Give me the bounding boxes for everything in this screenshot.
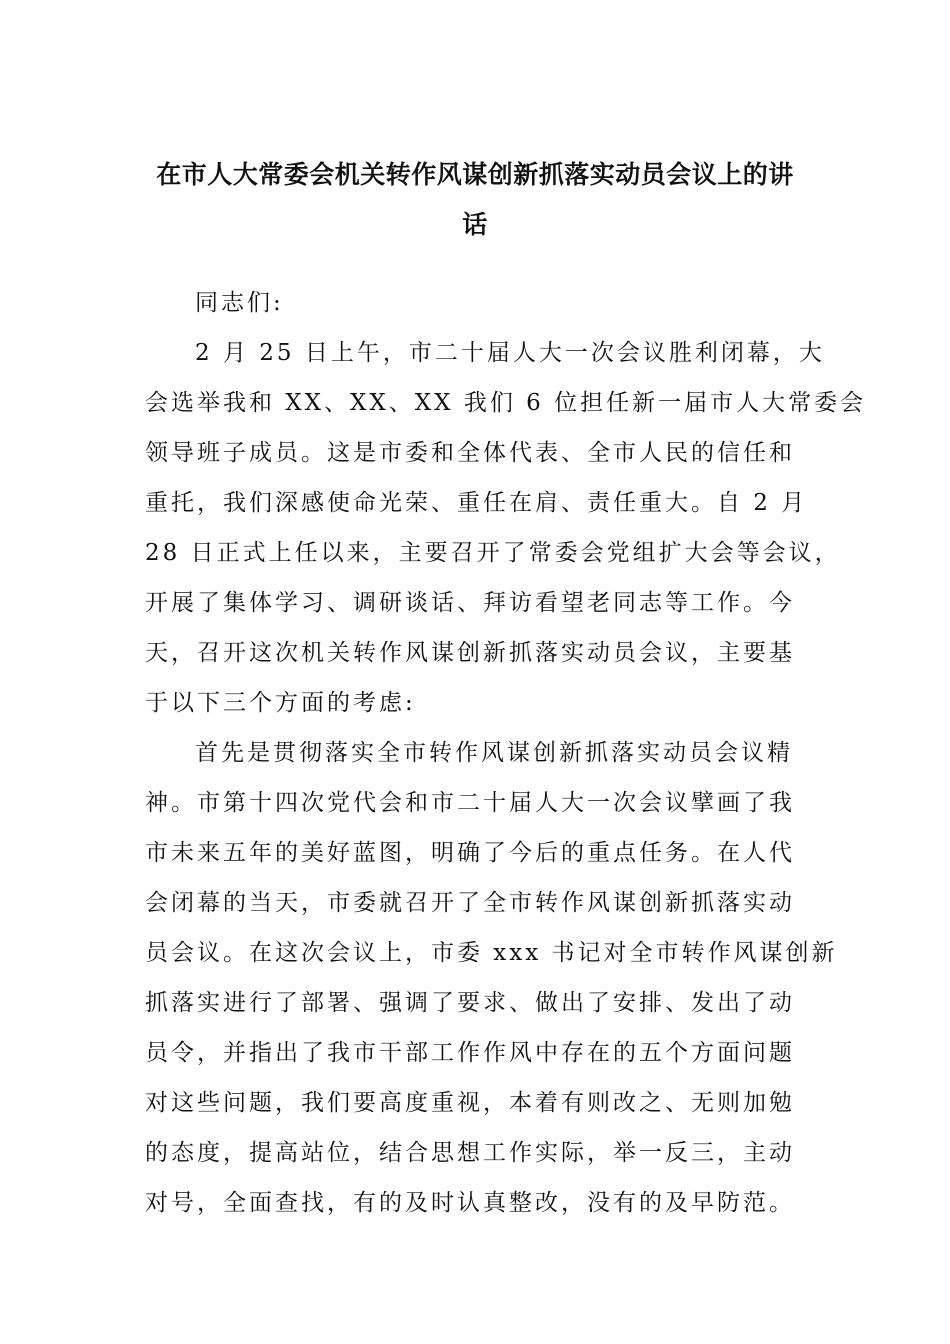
title-line: 话 (462, 210, 488, 239)
paragraph-line: 领导班子成员。这是市委和全体代表、全市人民的信任和 (145, 440, 795, 466)
paragraph-1 (145, 328, 867, 728)
document-title (130, 150, 820, 250)
paragraph-line: 首先是贯彻落实全市转作风谋创新抓落实动员会议精 (195, 740, 793, 766)
paragraph-line: 28 日正式上任以来，主要召开了常委会党组扩大会等会议， (145, 540, 841, 566)
paragraph-line: 会选举我和 XX、XX、XX 我们 6 位担任新一届市人大常委会 (145, 390, 867, 416)
paragraph-line: 员会议。在这次会议上，市委 xxx 书记对全市转作风谋创新 (145, 940, 838, 966)
paragraph-line: 抓落实进行了部署、强调了要求、做出了安排、发出了动 (145, 990, 795, 1016)
paragraph-line: 市未来五年的美好蓝图，明确了今后的重点任务。在人代 (145, 840, 795, 866)
paragraph-line: 开展了集体学习、调研谈话、拜访看望老同志等工作。今 (145, 590, 795, 616)
paragraph-line: 于以下三个方面的考虑: (145, 690, 416, 716)
document-body (145, 278, 867, 1228)
paragraph-line: 2 月 25 日上午，市二十届人大一次会议胜利闭幕，大 (195, 340, 825, 366)
paragraph-line: 天，召开这次机关转作风谋创新抓落实动员会议，主要基 (145, 640, 795, 666)
paragraph-line: 对这些问题，我们要高度重视，本着有则改之、无则加勉 (145, 1090, 795, 1116)
paragraph-line: 重托，我们深感使命光荣、重任在肩、责任重大。自 2 月 (145, 490, 808, 516)
paragraph-2 (145, 728, 838, 1228)
paragraph-line: 员令，并指出了我市干部工作作风中存在的五个方面问题 (145, 1040, 795, 1066)
paragraph-line: 对号，全面查找，有的及时认真整改，没有的及早防范。 (145, 1190, 795, 1216)
salutation: 同志们: (195, 290, 284, 316)
paragraph-line: 会闭幕的当天，市委就召开了全市转作风谋创新抓落实动 (145, 890, 795, 916)
paragraph-line: 的态度，提高站位，结合思想工作实际，举一反三，主动 (145, 1140, 795, 1166)
title-line: 在市人大常委会机关转作风谋创新抓落实动员会议上的讲 (156, 160, 794, 189)
paragraph-line: 神。市第十四次党代会和市二十届人大一次会议擘画了我 (145, 790, 795, 816)
